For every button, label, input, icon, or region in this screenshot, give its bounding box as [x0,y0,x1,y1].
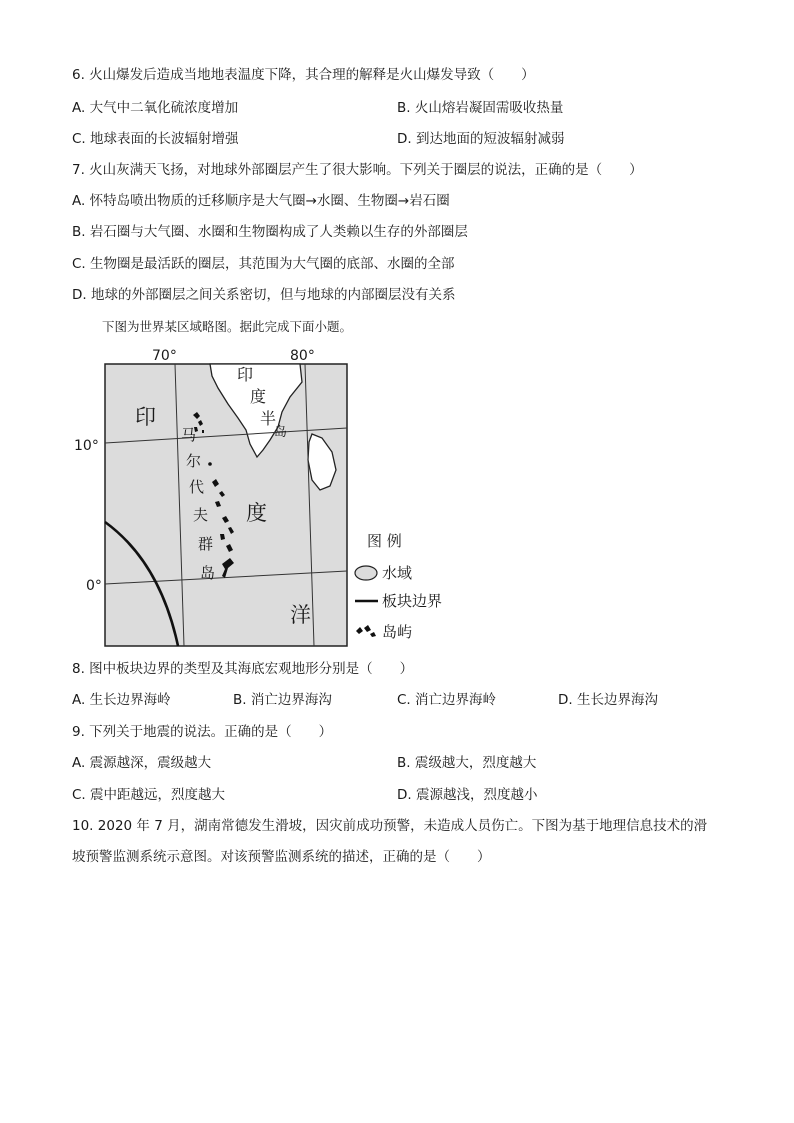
india-label-4: 岛 [274,425,288,440]
maldives-label-4: 夫 [193,506,209,524]
legend-title: 图 例 [367,532,402,550]
ocean-label-1: 印 [135,405,156,429]
legend-boundary-label: 板块边界 [382,592,443,610]
maldives-label-1: 马 [181,426,197,444]
q10-stem-line1: 10. 2020 年 7 月，湖南常德发生滑坡，因灾前成功预警，未造成人员伤亡。下图为基于地理信息技术的滑 [72,818,708,834]
latitude-0-label: 0° [86,578,102,594]
maldives-label-5: 群 [198,535,214,553]
q6-option-d[interactable]: D. 到达地面的短波辐射减弱 [397,131,565,147]
q7-option-c[interactable]: C. 生物圈是最活跃的圈层，其范围为大气圈的底部、水圈的全部 [72,256,455,272]
legend-island-label: 岛屿 [382,623,413,641]
q8-option-b[interactable]: B. 消亡边界海沟 [233,692,332,708]
maldives-label-3: 代 [189,478,205,496]
ocean-label-2: 度 [246,501,267,525]
latitude-10-label: 10° [74,438,99,454]
q10-stem-line2: 坡预警监测系统示意图。对该预警监测系统的描述，正确的是（ ） [72,849,491,865]
q8-option-a[interactable]: A. 生长边界海岭 [72,692,171,708]
india-label-1: 印 [237,365,254,384]
q6-stem: 6. 火山爆发后造成当地地表温度下降，其合理的解释是火山爆发导致（ ） [72,67,535,83]
q8-option-c[interactable]: C. 消亡边界海岭 [397,692,497,708]
q7-stem: 7. 火山灰满天飞扬，对地球外部圈层产生了很大影响。下列关于圈层的说法，正确的是（ ） [72,162,643,178]
q7-option-a[interactable]: A. 怀特岛喷出物质的迁移顺序是大气圈→水圈、生物圈→岩石圈 [72,193,450,209]
q9-option-b[interactable]: B. 震级越大，烈度越大 [397,755,537,771]
q8-stem: 8. 图中板块边界的类型及其海底宏观地形分别是（ ） [72,661,414,677]
india-label-2: 度 [250,387,267,406]
q6-option-a[interactable]: A. 大气中二氧化硫浓度增加 [72,100,239,116]
legend-water-symbol [355,566,377,580]
q9-stem: 9. 下列关于地震的说法。正确的是（ ） [72,724,333,740]
q9-option-c[interactable]: C. 震中距越远，烈度越大 [72,787,226,803]
map-intro: 下图为世界某区域略图。据此完成下面小题。 [102,319,353,334]
ocean-label-3: 洋 [290,603,311,627]
longitude-70-label: 70° [152,348,177,364]
q9-option-d[interactable]: D. 震源越浅，烈度越小 [397,787,538,803]
maldives-label-6: 岛 [200,564,216,582]
q6-option-c[interactable]: C. 地球表面的长波辐射增强 [72,131,239,147]
q7-option-d[interactable]: D. 地球的外部圈层之间关系密切，但与地球的内部圈层没有关系 [72,287,456,303]
region-map-svg [60,342,460,652]
legend-island-symbol [356,625,376,637]
longitude-80-label: 80° [290,348,315,364]
q6-option-b[interactable]: B. 火山熔岩凝固需吸收热量 [397,100,564,116]
q8-option-d[interactable]: D. 生长边界海沟 [558,692,658,708]
q9-option-a[interactable]: A. 震源越深，震级越大 [72,755,212,771]
region-map [60,342,460,652]
india-label-3: 半 [260,409,277,428]
maldives-label-2: 尔 [186,452,202,470]
legend-water-label: 水域 [382,564,413,582]
q7-option-b[interactable]: B. 岩石圈与大气圈、水圈和生物圈构成了人类赖以生存的外部圈层 [72,224,468,240]
